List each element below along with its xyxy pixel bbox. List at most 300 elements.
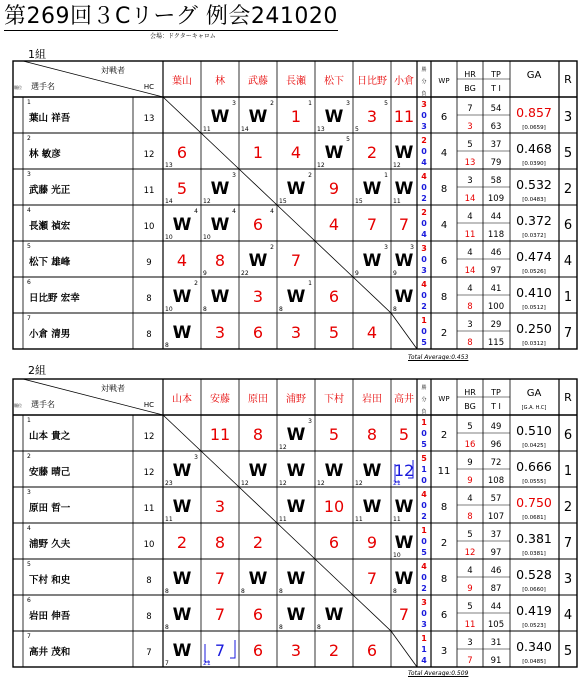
win-mark: W <box>210 179 230 199</box>
player-hc: 12 <box>143 150 155 160</box>
win-mark: W <box>394 533 414 553</box>
ga-value: 0.250 <box>516 321 552 336</box>
rank-value: 4 <box>563 608 573 623</box>
innings: 8 <box>279 588 283 595</box>
rank-value: 5 <box>563 644 573 659</box>
score-value: 8 <box>366 425 378 444</box>
innings: 15 <box>355 198 363 205</box>
draw-count: 0 <box>421 609 427 618</box>
high-run: 3 <box>232 100 236 107</box>
bg-value: 11 <box>464 620 476 630</box>
score-value: 12 <box>393 461 415 480</box>
win-mark: W <box>362 461 382 481</box>
header-draw-mark: 分 <box>421 397 427 403</box>
win-count: 4 <box>421 280 427 289</box>
bg-value: 16 <box>464 440 476 450</box>
player-number: 2 <box>27 453 31 460</box>
draw-count: 0 <box>421 537 427 546</box>
results-grid <box>12 378 578 668</box>
innings: 13 <box>165 162 173 169</box>
ga-hc-value: [0.0372] <box>522 233 546 239</box>
score-value: 8 <box>214 533 226 552</box>
rank-value: 7 <box>563 536 573 551</box>
innings: 11 <box>393 198 401 205</box>
loss-count: 4 <box>421 230 427 239</box>
header-diagonal <box>23 61 163 97</box>
rank-value: 3 <box>563 572 573 587</box>
win-mark: W <box>324 605 344 625</box>
draw-count: 0 <box>421 183 427 192</box>
tp-value: 44 <box>490 602 502 612</box>
player-hc: 11 <box>143 504 155 514</box>
loss-count: 5 <box>421 548 427 557</box>
high-run: 2 <box>194 280 198 287</box>
innings: 10 <box>165 234 173 241</box>
high-run: 1 <box>308 100 312 107</box>
ga-hc-value: [0.0659] <box>522 125 546 131</box>
tp-value: 31 <box>490 638 502 648</box>
innings: 8 <box>393 588 397 595</box>
score-value: 10 <box>323 497 345 516</box>
self-match-diagonal <box>163 97 201 133</box>
draw-count: 0 <box>421 291 427 300</box>
self-match-diagonal <box>391 313 417 349</box>
innings: 15 <box>279 198 287 205</box>
draw-count: 0 <box>421 429 427 438</box>
score-value: 8 <box>214 251 226 270</box>
ga-value: 0.857 <box>516 105 552 120</box>
header-tp: TP <box>491 70 501 79</box>
wp-value: 8 <box>440 184 448 195</box>
tp-value: 37 <box>490 530 502 540</box>
win-count: 2 <box>421 208 427 217</box>
wp-value: 4 <box>440 220 448 231</box>
self-match-diagonal <box>315 241 353 277</box>
ti-value: 108 <box>487 476 505 486</box>
score-value: 11 <box>209 425 231 444</box>
header-bg: BG <box>464 402 476 411</box>
loss-count: 5 <box>421 440 427 449</box>
innings: 11 <box>279 516 287 523</box>
opponent-header: 高井 <box>394 394 414 405</box>
win-mark: W <box>172 215 192 235</box>
player-number: 1 <box>27 99 31 106</box>
win-mark: W <box>210 215 230 235</box>
rank-value: 3 <box>563 110 573 125</box>
header-r: R <box>564 73 572 86</box>
group-2-total-average: Total Average:0.509 <box>408 670 469 677</box>
player-name: 小倉 清男 <box>29 329 71 340</box>
loss-count: 0 <box>421 476 427 485</box>
header-draw-mark: 分 <box>421 79 427 85</box>
opponent-header: 山本 <box>172 394 192 405</box>
score-value: 8 <box>252 425 264 444</box>
player-number: 6 <box>27 597 31 604</box>
ga-value: 0.666 <box>516 459 552 474</box>
win-count: 1 <box>421 634 427 643</box>
draw-count: 0 <box>421 111 427 120</box>
high-run: 3 <box>308 418 312 425</box>
win-mark: W <box>286 287 306 307</box>
ga-hc-value: [0.0485] <box>522 659 546 665</box>
score-value: 7 <box>214 569 226 588</box>
innings: 10 <box>165 306 173 313</box>
win-mark: W <box>172 287 192 307</box>
ga-value: 0.419 <box>516 603 552 618</box>
player-hc: 9 <box>146 258 152 268</box>
loss-count: 2 <box>421 194 427 203</box>
header-loss-mark: 負 <box>421 91 427 97</box>
player-name: 山本 貴之 <box>29 431 71 442</box>
win-count: 1 <box>421 316 427 325</box>
score-value: 2 <box>366 143 378 162</box>
loss-count: 4 <box>421 158 427 167</box>
high-run: 1 <box>384 172 388 179</box>
opponent-header: 小倉 <box>394 76 414 87</box>
self-match-diagonal <box>163 415 201 451</box>
ga-hc-value: [0.0312] <box>522 341 546 347</box>
header-rank-mark: 順位 <box>14 85 22 90</box>
rank-value: 2 <box>563 182 573 197</box>
score-value: 11 <box>393 107 415 126</box>
innings: 5 <box>355 126 359 133</box>
wp-value: 8 <box>440 502 448 513</box>
innings: 7 <box>165 660 169 667</box>
bg-value: 8 <box>467 512 473 522</box>
opponent-header: 松下 <box>324 76 344 87</box>
bg-value: 7 <box>467 656 473 666</box>
player-number: 7 <box>27 315 31 322</box>
header-wp: WP <box>438 77 450 85</box>
innings: 10 <box>393 552 401 559</box>
ti-value: 107 <box>487 512 505 522</box>
win-mark: W <box>394 143 414 163</box>
player-name: 日比野 宏幸 <box>29 293 80 304</box>
bg-value: 14 <box>464 266 476 276</box>
innings: 11 <box>393 516 401 523</box>
group-1-label: 1組 <box>28 48 46 61</box>
player-number: 2 <box>27 135 31 142</box>
score-value: 7 <box>214 605 226 624</box>
draw-count: 0 <box>421 573 427 582</box>
player-hc: 13 <box>143 114 155 124</box>
header-player-label: 選手名 <box>31 400 55 409</box>
rank-value: 1 <box>563 464 573 479</box>
win-mark: W <box>172 461 192 481</box>
innings: 22 <box>241 270 249 277</box>
header-opponent-label: 対戦者 <box>101 66 125 75</box>
opponent-header: 武藤 <box>248 76 268 87</box>
win-mark: W <box>394 287 414 307</box>
innings: 14 <box>165 198 173 205</box>
player-number: 5 <box>27 561 31 568</box>
loss-count: 3 <box>421 122 427 131</box>
win-count: 1 <box>421 418 427 427</box>
player-name: 松下 雄峰 <box>29 257 71 268</box>
score-value: 3 <box>366 107 378 126</box>
ga-hc-value: [0.0390] <box>522 161 546 167</box>
header-win-mark: 勝 <box>421 385 427 391</box>
score-value: 4 <box>328 215 340 234</box>
hr-value: 5 <box>467 530 473 540</box>
score-value: 3 <box>252 287 264 306</box>
score-value: 6 <box>252 323 264 342</box>
ti-value: 97 <box>490 548 502 558</box>
ga-hc-value: [0.0681] <box>522 515 546 521</box>
score-value: 1 <box>252 143 264 162</box>
wp-value: 2 <box>440 328 448 339</box>
hr-value: 7 <box>467 104 473 114</box>
wp-value: 11 <box>437 466 451 477</box>
score-value: 6 <box>328 533 340 552</box>
score-value: 6 <box>366 641 378 660</box>
hr-value: 4 <box>467 566 473 576</box>
ti-value: 96 <box>490 440 502 450</box>
player-hc: 12 <box>143 468 155 478</box>
tp-value: 58 <box>490 176 502 186</box>
wp-value: 2 <box>440 538 448 549</box>
header-diagonal <box>23 379 163 415</box>
high-run: 3 <box>384 244 388 251</box>
tp-value: 54 <box>490 104 502 114</box>
ga-value: 0.510 <box>516 423 552 438</box>
tp-value: 37 <box>490 140 502 150</box>
bg-value: 14 <box>464 194 476 204</box>
tp-value: 46 <box>490 248 502 258</box>
innings: 8 <box>393 306 397 313</box>
win-count: 5 <box>421 454 427 463</box>
player-number: 4 <box>27 207 31 214</box>
high-run: 4 <box>270 208 274 215</box>
hr-value: 3 <box>467 320 473 330</box>
hr-value: 3 <box>467 638 473 648</box>
header-ti: T I <box>491 402 501 411</box>
loss-count: 4 <box>421 656 427 665</box>
win-mark: W <box>248 251 268 271</box>
innings: 8 <box>165 342 169 349</box>
opponent-header: 安藤 <box>210 394 230 405</box>
tp-value: 44 <box>490 212 502 222</box>
win-mark: W <box>248 461 268 481</box>
page-title: 第269回３Cリーグ 例会241020 <box>4 4 338 29</box>
player-hc: 8 <box>146 294 152 304</box>
player-number: 3 <box>27 489 31 496</box>
player-number: 7 <box>27 633 31 640</box>
header-rank-mark: 順位 <box>14 403 22 408</box>
draw-count: 0 <box>421 501 427 510</box>
innings: 9 <box>393 270 397 277</box>
high-run: 3 <box>194 454 198 461</box>
rank-value: 5 <box>563 146 573 161</box>
win-mark: W <box>286 425 306 445</box>
win-count: 3 <box>421 244 427 253</box>
ga-value: 0.468 <box>516 141 552 156</box>
innings: 12 <box>393 162 401 169</box>
score-value: 5 <box>398 425 410 444</box>
loss-count: 5 <box>421 338 427 347</box>
innings: 8 <box>279 306 283 313</box>
ga-value: 0.381 <box>516 531 552 546</box>
innings: 12 <box>203 198 211 205</box>
hr-value: 4 <box>467 284 473 294</box>
high-run: 5 <box>346 136 350 143</box>
bg-value: 9 <box>467 476 473 486</box>
ti-value: 118 <box>487 230 505 240</box>
self-match-diagonal <box>353 595 391 631</box>
score-value: 5 <box>328 323 340 342</box>
loss-count: 3 <box>421 620 427 629</box>
draw-count: 0 <box>421 147 427 156</box>
self-match-diagonal <box>277 523 315 559</box>
score-value: 3 <box>214 497 226 516</box>
win-mark: W <box>362 179 382 199</box>
draw-count: 1 <box>421 645 427 654</box>
ga-hc-value: [0.0483] <box>522 197 546 203</box>
high-run: 2 <box>270 244 274 251</box>
wp-value: 2 <box>440 430 448 441</box>
ga-value: 0.528 <box>516 567 552 582</box>
high-run: 3 <box>410 244 414 251</box>
score-value: 6 <box>252 215 264 234</box>
win-mark: W <box>324 107 344 127</box>
innings: 8 <box>241 588 245 595</box>
innings: 12 <box>279 444 287 451</box>
score-value: 2 <box>176 533 188 552</box>
player-name: 原田 哲一 <box>29 503 71 514</box>
wp-value: 3 <box>440 646 448 657</box>
ga-hc-value: [0.0526] <box>522 269 546 275</box>
ti-value: 97 <box>490 266 502 276</box>
ga-hc-value: [0.0512] <box>522 305 546 311</box>
player-hc: 8 <box>146 576 152 586</box>
player-hc: 8 <box>146 330 152 340</box>
self-match-diagonal <box>353 277 391 313</box>
win-count: 3 <box>421 100 427 109</box>
header-r: R <box>564 391 572 404</box>
header-hr: HR <box>464 70 476 79</box>
group-1-total-average: Total Average:0.453 <box>408 354 469 361</box>
win-mark: W <box>210 107 230 127</box>
ga-value: 0.474 <box>516 249 552 264</box>
player-number: 5 <box>27 243 31 250</box>
win-mark: W <box>172 497 192 517</box>
score-value: 7 <box>398 605 410 624</box>
wp-value: 8 <box>440 292 448 303</box>
win-mark: W <box>172 605 192 625</box>
ti-value: 91 <box>490 656 502 666</box>
win-mark: W <box>172 641 192 661</box>
player-name: 下村 和史 <box>29 575 71 586</box>
innings: 21 <box>393 480 401 487</box>
header-loss-mark: 負 <box>421 409 427 415</box>
player-hc: 10 <box>143 540 155 550</box>
loss-count: 3 <box>421 266 427 275</box>
win-mark: W <box>286 569 306 589</box>
ti-value: 115 <box>487 338 505 348</box>
innings: 8 <box>165 588 169 595</box>
score-value: 3 <box>214 323 226 342</box>
wp-value: 6 <box>440 112 448 123</box>
ti-value: 109 <box>487 194 505 204</box>
header-wp: WP <box>438 395 450 403</box>
header-hc-label: HC <box>143 83 155 91</box>
win-mark: W <box>394 569 414 589</box>
ga-hc-value: [0.0555] <box>522 479 546 485</box>
tp-value: 46 <box>490 566 502 576</box>
player-number: 4 <box>27 525 31 532</box>
high-run: 2 <box>270 100 274 107</box>
innings: 11 <box>203 126 211 133</box>
high-run: 3 <box>232 172 236 179</box>
hr-value: 5 <box>467 140 473 150</box>
score-value: 6 <box>328 287 340 306</box>
score-value: 2 <box>328 641 340 660</box>
innings: 12 <box>317 162 325 169</box>
player-number: 3 <box>27 171 31 178</box>
ti-value: 79 <box>490 158 502 168</box>
score-value: 4 <box>176 251 188 270</box>
innings: 8 <box>279 624 283 631</box>
self-match-diagonal <box>315 559 353 595</box>
high-run: 1 <box>308 280 312 287</box>
innings: 8 <box>165 624 169 631</box>
bg-value: 11 <box>464 230 476 240</box>
score-value: 4 <box>366 323 378 342</box>
innings: 12 <box>317 480 325 487</box>
score-value: 6 <box>252 605 264 624</box>
win-mark: W <box>286 461 306 481</box>
player-hc: 7 <box>146 648 152 658</box>
opponent-header: 葉山 <box>172 76 192 87</box>
player-name: 岩田 伸吾 <box>29 611 71 622</box>
win-mark: W <box>362 497 382 517</box>
self-match-diagonal <box>391 631 417 667</box>
opponent-header: 長瀬 <box>286 76 306 87</box>
innings: 11 <box>355 516 363 523</box>
bg-value: 3 <box>467 122 473 132</box>
header-ga: GA <box>526 388 542 399</box>
innings: 9 <box>355 270 359 277</box>
player-name: 林 敏彦 <box>29 149 61 160</box>
header-ti: T I <box>491 84 501 93</box>
win-mark: W <box>394 497 414 517</box>
win-mark: W <box>210 287 230 307</box>
innings: 8 <box>317 624 321 631</box>
player-number: 6 <box>27 279 31 286</box>
hr-value: 5 <box>467 602 473 612</box>
high-run: 5 <box>384 100 388 107</box>
draw-count: 0 <box>421 219 427 228</box>
ga-value: 0.750 <box>516 495 552 510</box>
innings: 10 <box>203 234 211 241</box>
loss-count: 2 <box>421 584 427 593</box>
player-name: 長瀬 禎宏 <box>29 221 71 232</box>
self-match-diagonal <box>201 451 239 487</box>
bracket-mark <box>230 640 235 658</box>
opponent-header: 林 <box>215 76 225 87</box>
rank-value: 2 <box>563 500 573 515</box>
ti-value: 100 <box>487 302 505 312</box>
score-value: 1 <box>290 107 302 126</box>
win-mark: W <box>394 251 414 271</box>
header-hr: HR <box>464 388 476 397</box>
score-value: 7 <box>366 215 378 234</box>
player-name: 武藤 光正 <box>29 185 71 196</box>
ti-value: 63 <box>490 122 502 132</box>
ga-hc-value: [0.0660] <box>522 587 546 593</box>
ga-value: 0.410 <box>516 285 552 300</box>
high-run: 4 <box>194 208 198 215</box>
